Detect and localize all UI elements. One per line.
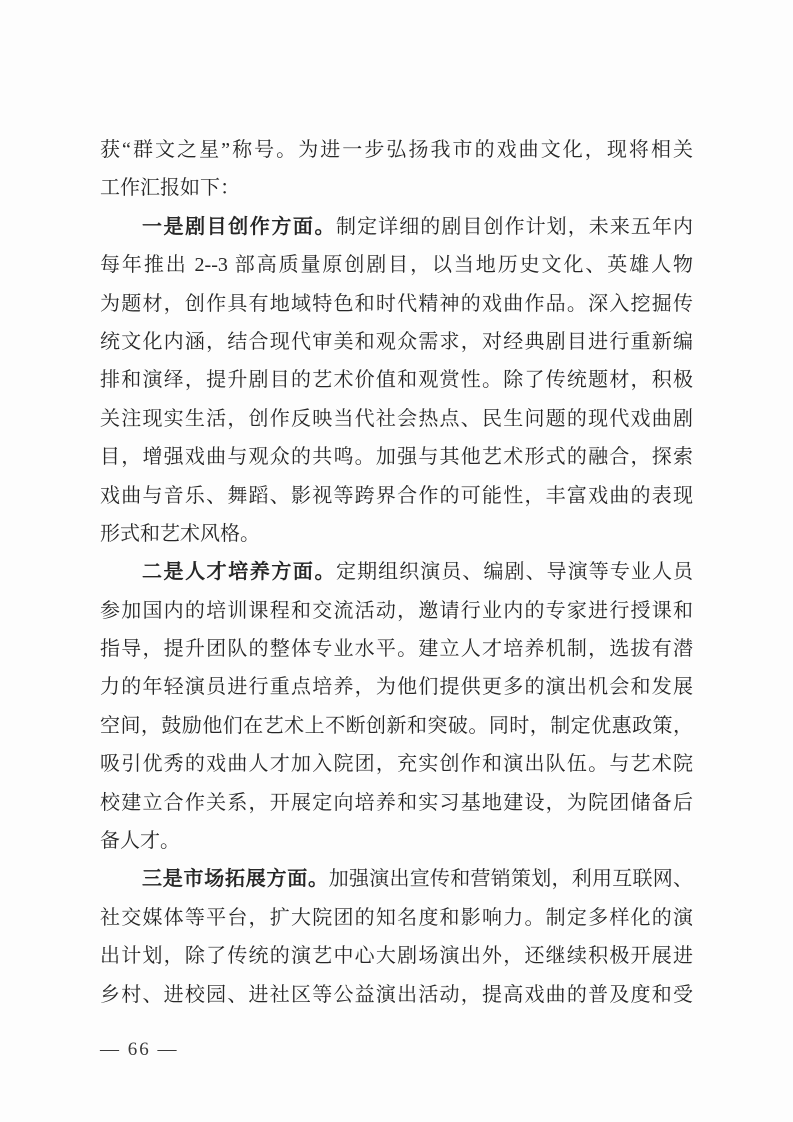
text-line: 空间，鼓励他们在艺术上不断创新和突破。同时，制定优惠政策，: [100, 714, 693, 737]
text-line: 指导，提升团队的整体专业水平。建立人才培养机制，选拔有潜: [100, 638, 693, 661]
document-body: [100, 131, 693, 1014]
paragraph-heading: 三是市场拓展方面。: [142, 868, 329, 891]
text-line: 乡村、进校园、进社区等公益演出活动，提高戏曲的普及度和受: [100, 983, 693, 1006]
text-line: 一是剧目创作方面。制定详细的剧目创作计划，未来五年内: [142, 215, 693, 238]
text-line: 备人才。: [100, 830, 180, 853]
text-line: 统文化内涵，结合现代审美和观众需求，对经典剧目进行重新编: [100, 330, 693, 353]
page-number: — 66 —: [100, 1039, 179, 1060]
text-line: 二是人才培养方面。定期组织演员、编剧、导演等专业人员: [142, 561, 693, 584]
text-line: 目，增强戏曲与观众的共鸣。加强与其他艺术形式的融合，探索: [100, 446, 693, 469]
paragraph-heading: 一是剧目创作方面。: [142, 215, 337, 238]
text-line: 出计划，除了传统的演艺中心大剧场演出外，还继续积极开展进: [100, 945, 693, 968]
text-line: 三是市场拓展方面。加强演出宣传和营销策划，利用互联网、: [142, 868, 693, 891]
text-line: 排和演绎，提升剧目的艺术价值和观赏性。除了传统题材，积极: [100, 369, 693, 392]
text-line: 每年推出 2--3 部高质量原创剧目，以当地历史文化、英雄人物: [100, 254, 693, 277]
text-line: 校建立合作关系，开展定向培养和实习基地建设，为院团储备后: [100, 791, 693, 814]
text-line: 力的年轻演员进行重点培养，为他们提供更多的演出机会和发展: [100, 676, 693, 699]
paragraph-heading: 二是人才培养方面。: [142, 561, 337, 584]
text-line: 形式和艺术风格。: [100, 522, 260, 545]
text-line: 为题材，创作具有地域特色和时代精神的戏曲作品。深入挖掘传: [100, 292, 693, 315]
text-line: 社交媒体等平台，扩大院团的知名度和影响力。制定多样化的演: [100, 906, 693, 929]
text-line: 关注现实生活，创作反映当代社会热点、民生问题的现代戏曲剧: [100, 407, 693, 430]
text-line: 工作汇报如下：: [100, 177, 240, 200]
text-line: 获“群文之星”称号。为进一步弘扬我市的戏曲文化，现将相关: [100, 139, 693, 161]
text-line: 参加国内的培训课程和交流活动，邀请行业内的专家进行授课和: [100, 599, 693, 622]
text-line: 戏曲与音乐、舞蹈、影视等跨界合作的可能性，丰富戏曲的表现: [100, 484, 693, 507]
text-line: 吸引优秀的戏曲人才加入院团，充实创作和演出队伍。与艺术院: [100, 753, 693, 776]
